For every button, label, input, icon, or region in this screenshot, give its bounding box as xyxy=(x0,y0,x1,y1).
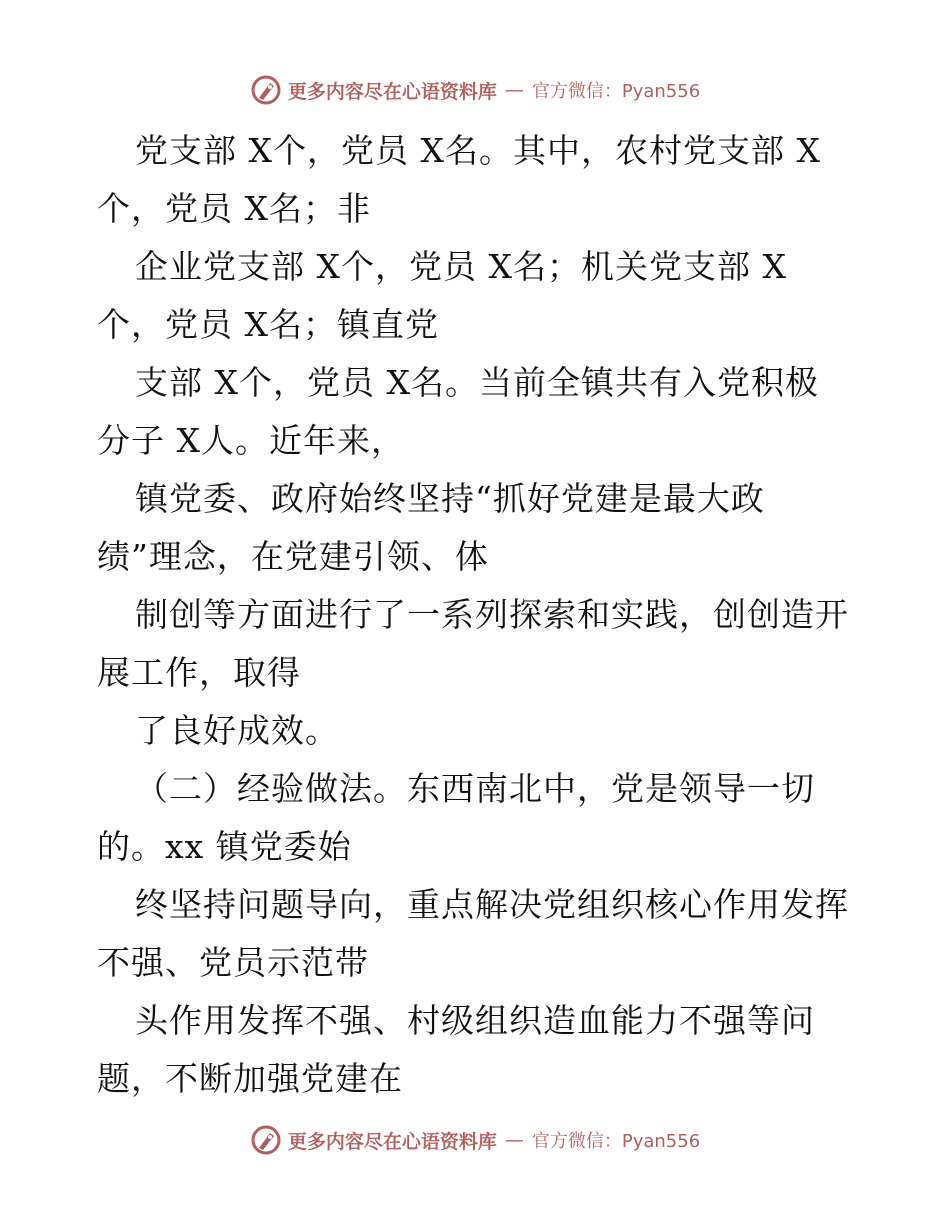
banner-title: 更多内容尽在心语资料库 xyxy=(287,80,497,103)
text-line: 题，不断加强党建在 xyxy=(97,1059,403,1098)
text-line: 了良好成效。 xyxy=(135,711,339,750)
text-line: 分子 X人。近年来， xyxy=(97,421,405,460)
text-line: 制创等方面进行了一系列探索和实践，创创造开 xyxy=(135,595,849,634)
pen-nib-logo-icon xyxy=(250,74,282,106)
text-line: 镇党委、政府始终坚持“抓好党建是最大政 xyxy=(135,479,765,518)
text-line: 支部 X个，党员 X名。当前全镇共有入党积极 xyxy=(135,363,819,402)
text-line: 企业党支部 X个，党员 X名；机关党支部 X xyxy=(135,247,787,286)
text-line: 个，党员 X名；镇直党 xyxy=(97,305,439,344)
text-line: （二）经验做法。东西南北中，党是领导一切 xyxy=(135,769,815,808)
text-line: 不强、党员示范带 xyxy=(97,943,369,982)
text-line: 终坚持问题导向，重点解决党组织核心作用发挥 xyxy=(135,885,849,924)
document-body xyxy=(97,122,877,1108)
text-line: 绩”理念，在党建引领、体 xyxy=(97,537,489,576)
banner-dash: — xyxy=(504,79,524,101)
banner-wechat-id: 官方微信：Pyan556 xyxy=(531,81,701,102)
header-banner xyxy=(0,70,950,110)
text-line: 展工作，取得 xyxy=(97,653,301,692)
text-line: 党支部 X个，党员 X名。其中，农村党支部 X xyxy=(135,131,821,170)
footer-banner xyxy=(0,1120,950,1160)
text-line: 个，党员 X名；非 xyxy=(97,189,371,228)
banner-title: 更多内容尽在心语资料库 xyxy=(287,1130,497,1153)
text-line: 的。xx 镇党委始 xyxy=(97,827,352,866)
pen-nib-logo-icon xyxy=(250,1124,282,1156)
text-line: 头作用发挥不强、村级组织造血能力不强等问 xyxy=(135,1001,815,1040)
banner-wechat-id: 官方微信：Pyan556 xyxy=(531,1131,701,1152)
banner-dash: — xyxy=(504,1129,524,1151)
